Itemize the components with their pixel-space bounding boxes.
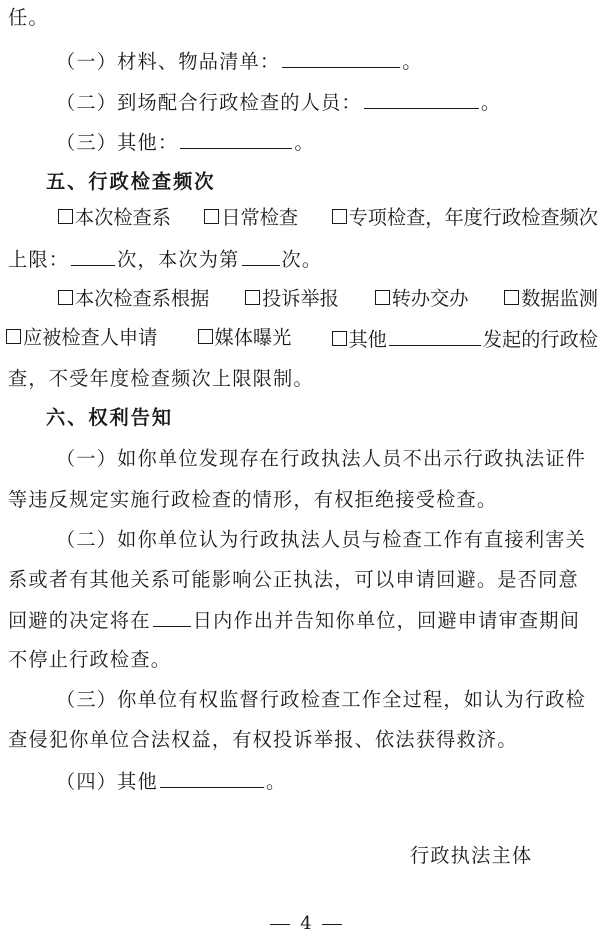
checkbox[interactable] <box>375 290 390 305</box>
fill-blank[interactable] <box>389 324 481 346</box>
line-frequency-limit <box>8 244 604 272</box>
fill-blank[interactable] <box>282 46 400 68</box>
text: 次。 <box>281 248 323 271</box>
paragraph-line-recusal <box>8 605 604 633</box>
section-heading-5: 五、行政检查频次 <box>46 170 216 193</box>
text: 数据监测 <box>521 287 598 310</box>
page-number-value: 4 <box>300 913 312 934</box>
paragraph-line: （一）如你单位发现存在行政执法人员不出示行政执法证件 <box>56 447 587 470</box>
checkbox[interactable] <box>504 290 519 305</box>
text: 其他 <box>348 328 387 351</box>
text: 。 <box>402 50 423 73</box>
checkbox[interactable] <box>332 209 347 224</box>
text: （四）其他 <box>56 770 158 793</box>
fill-blank[interactable] <box>71 244 115 266</box>
text: 专项检查，年度行政检查频次 <box>348 206 598 229</box>
dash-right <box>322 924 342 925</box>
text: 转办交办 <box>391 287 469 310</box>
checkbox[interactable] <box>198 329 213 344</box>
checkbox[interactable] <box>204 209 219 224</box>
section-heading-6: 六、权利告知 <box>46 406 174 429</box>
signature-entity: 行政执法主体 <box>410 844 533 867</box>
item-materials-list <box>56 46 604 74</box>
checkbox[interactable] <box>58 209 73 224</box>
fill-blank[interactable] <box>242 244 280 266</box>
fill-blank[interactable] <box>180 127 292 149</box>
line-no-limit: 查，不受年度检查频次上限限制。 <box>8 367 314 390</box>
text: （一）材料、物品清单： <box>56 50 281 73</box>
text: 。 <box>480 91 502 114</box>
text: （二）到场配合行政检查的人员： <box>56 91 362 114</box>
text: 上限： <box>8 248 70 271</box>
dash-left <box>270 924 290 925</box>
line-continuation <box>8 4 604 32</box>
text: 本次检查系根据 <box>75 287 210 310</box>
text: 发起的行政检 <box>482 328 598 351</box>
line-check-type <box>58 204 598 232</box>
checkbox[interactable] <box>6 329 21 344</box>
text: 次，本次为第 <box>117 248 240 271</box>
paragraph-line: 查侵犯你单位合法权益，有权投诉举报、依法获得救济。 <box>8 728 518 751</box>
text: 日内作出并告知你单位，回避申请审查期间 <box>192 609 581 632</box>
paragraph-line: （三）你单位有权监督行政检查工作全过程，如认为行政检 <box>56 688 587 711</box>
text: 本次检查系 <box>75 206 171 229</box>
fill-blank[interactable] <box>160 766 264 788</box>
line-check-basis <box>58 285 598 313</box>
fill-blank[interactable] <box>153 605 191 627</box>
page-number <box>0 912 612 936</box>
checkbox[interactable] <box>245 290 260 305</box>
text: 回避的决定将在 <box>8 609 151 632</box>
text: 媒体曝光 <box>214 326 292 349</box>
paragraph-line: 等违反规定实施行政检查的情形，有权拒绝接受检查。 <box>8 488 498 511</box>
item-other <box>56 127 604 155</box>
item-personnel <box>56 87 604 115</box>
checkbox[interactable] <box>58 290 73 305</box>
text: 日常检查 <box>221 206 299 229</box>
text: 应被检查人申请 <box>23 326 158 349</box>
item-other-4 <box>56 766 604 794</box>
line-check-basis-2 <box>6 324 598 352</box>
paragraph-line: 系或者有其他关系可能影响公正执法，可以申请回避。是否同意 <box>8 568 579 591</box>
text: 任。 <box>8 6 49 29</box>
text: 投诉举报 <box>262 287 339 310</box>
checkbox[interactable] <box>332 331 347 346</box>
fill-blank[interactable] <box>364 87 479 109</box>
text: 。 <box>294 131 315 154</box>
text: （三）其他： <box>56 131 179 154</box>
text: 。 <box>265 770 287 793</box>
paragraph-line: 不停止行政检查。 <box>8 648 172 671</box>
paragraph-line: （二）如你单位认为行政执法人员与检查工作有直接利害关 <box>56 528 587 551</box>
